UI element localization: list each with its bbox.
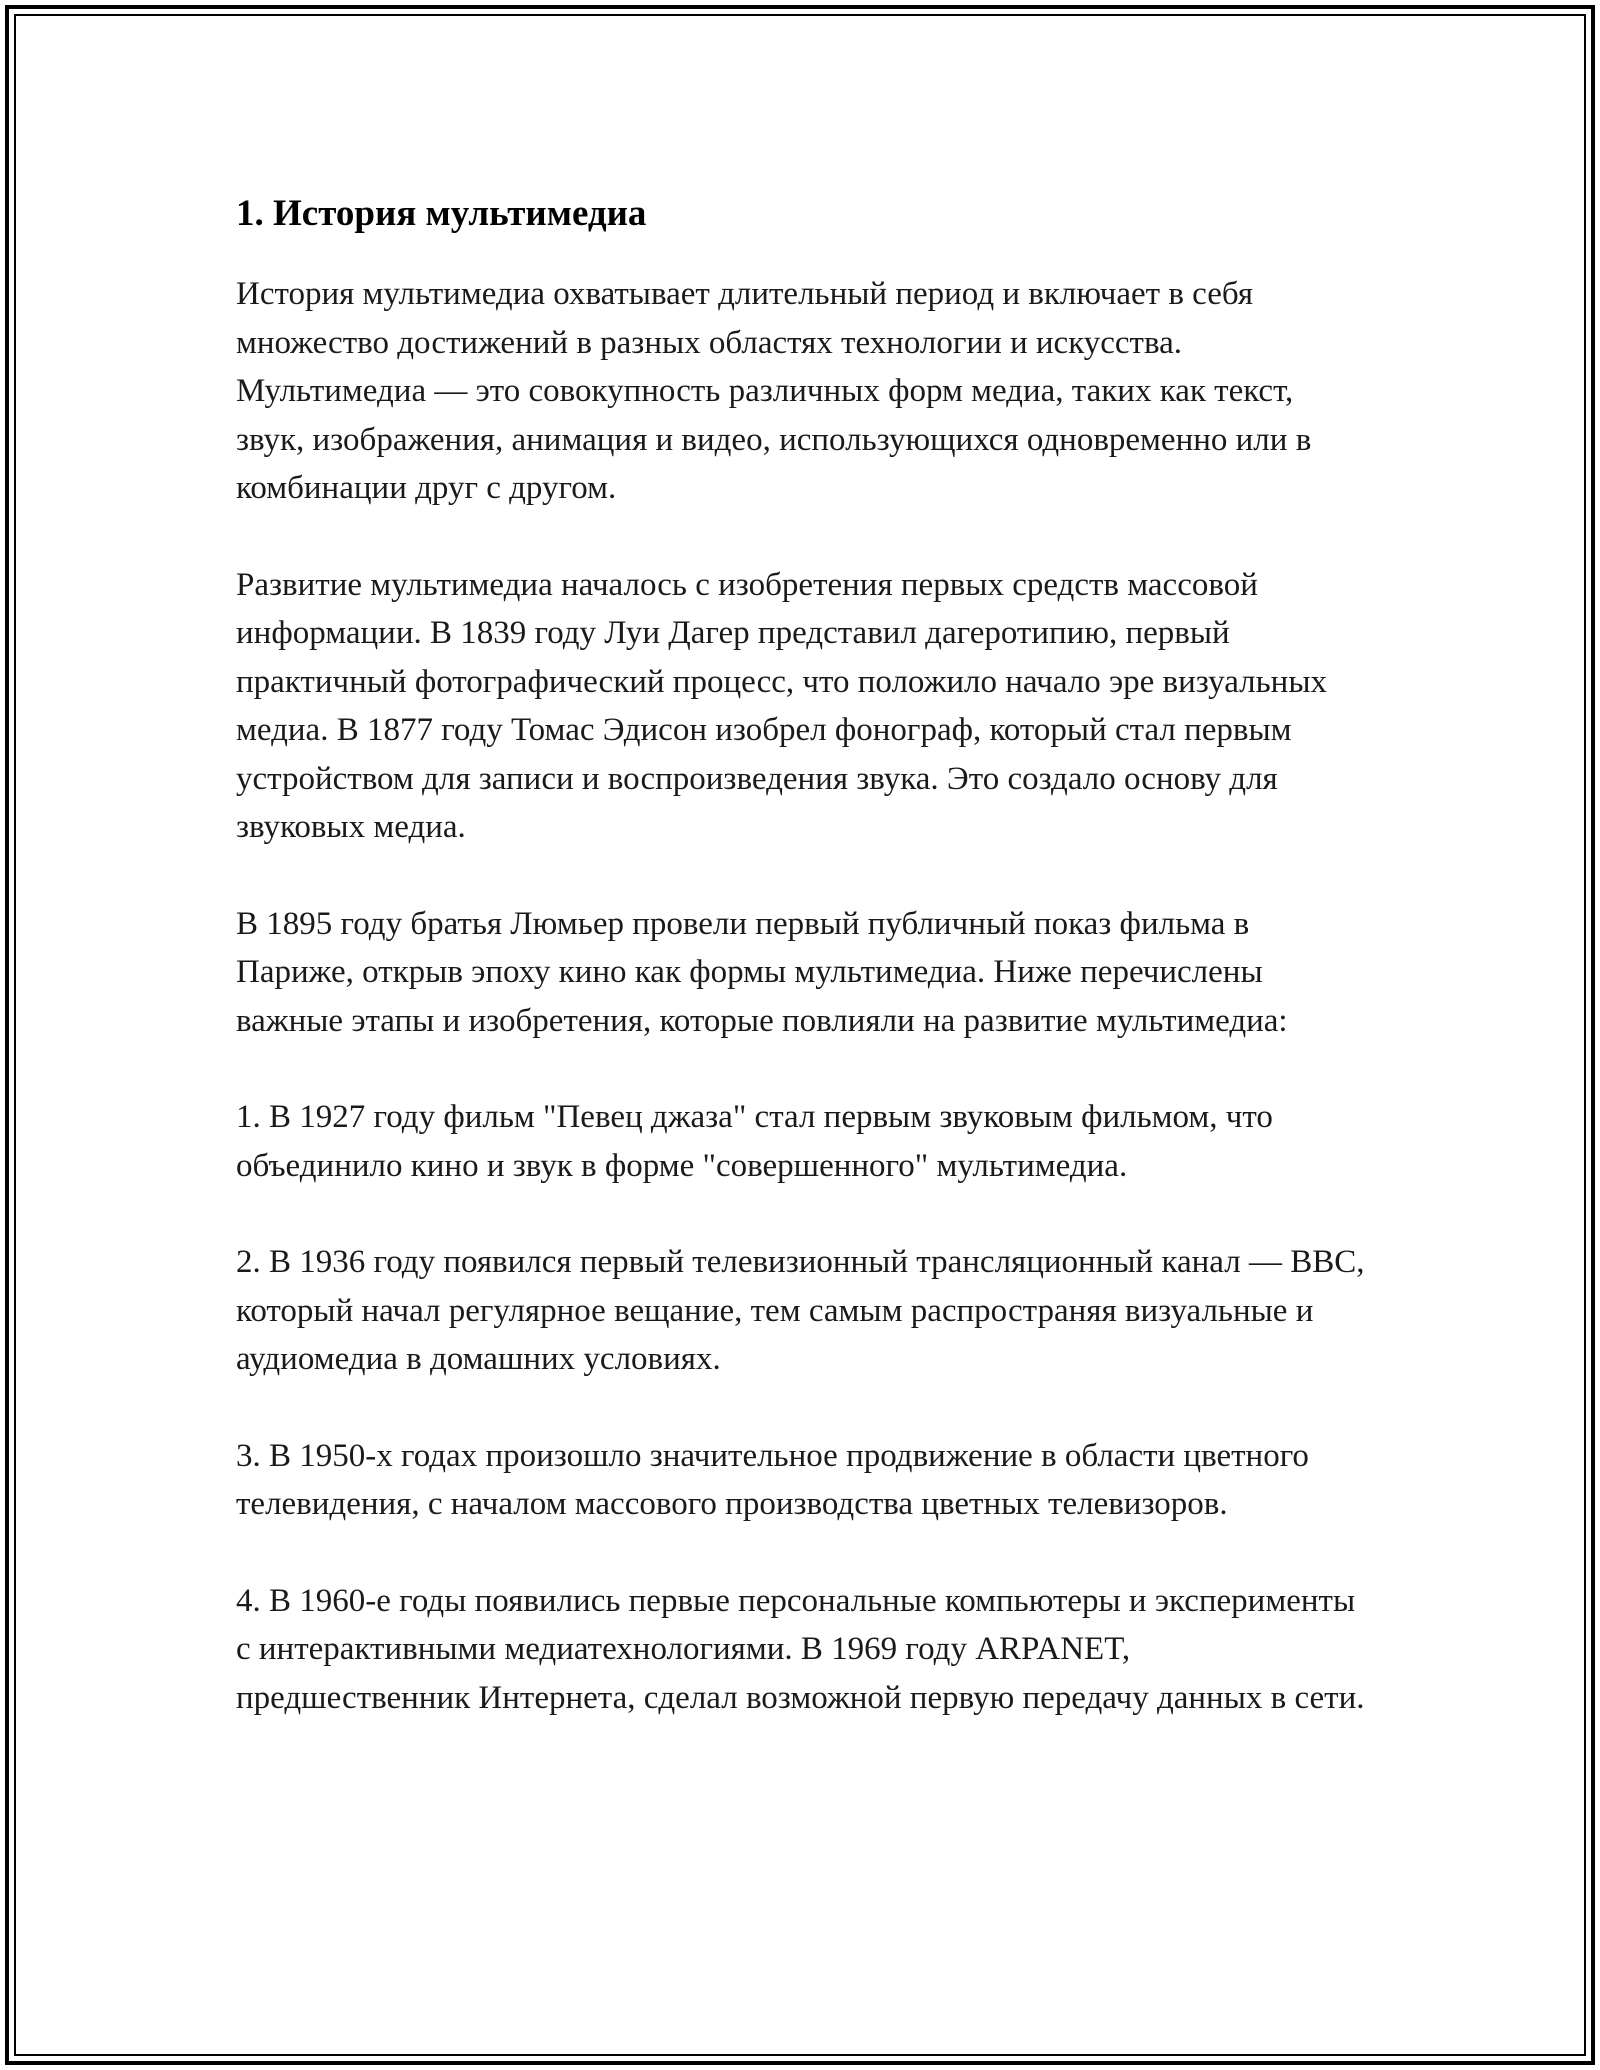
cinema-paragraph: В 1895 году братья Люмьер провели первый публичный показ фильма в Париже, открыв эпоху кино как формы мультимедиа. Ниже перечислены важные этапы и изобретения, которые повлияли на развитие мультимедиа: [236,905,1288,1039]
intro-paragraph: История мультимедиа охватывает длительный период и включает в себя множество достижений в разных областях технологии и искусства. Мультимедиа — это совокупность различных форм медиа, таких как текст, звук, изображения, анимация и видео, использующихся одновременно или в комбинации друг с другом. [236,276,1312,506]
early-media-paragraph: Развитие мультимедиа началось с изобретения первых средств массовой информации. В 1839 году Луи Дагер представил дагеротипию, первый практичный фотографический процесс, что положило начало эре визуальных медиа. В 1877 году Томас Эдисон изобрел фонограф, который стал первым устройством для записи и воспроизведения звука. Это создало основу для звуковых медиа. [236,566,1327,845]
section-title: 1. История мультимедиа [236,193,647,234]
milestone-item-4: 4. В 1960-е годы появились первые персональные компьютеры и эксперименты с интерактивными медиатехнологиями. В 1969 году ARPANET, предшественник Интернета, сделал возможной первую передачу данных в сети. [236,1582,1365,1716]
milestone-item-1: 1. В 1927 году фильм "Певец джаза" стал первым звуковым фильмом, что объединило кино и звук в форме "совершенного" мультимедиа. [236,1099,1273,1184]
document-body [236,186,1366,1770]
milestone-item-3: 3. В 1950-х годах произошло значительное продвижение в области цветного телевидения, с началом массового производства цветных телевизоров. [236,1437,1309,1522]
milestone-item-2: 2. В 1936 году появился первый телевизионный трансляционный канал — BBC, который начал регулярное вещание, тем самым распространяя визуальные и аудиомедиа в домашних условиях. [236,1244,1365,1377]
